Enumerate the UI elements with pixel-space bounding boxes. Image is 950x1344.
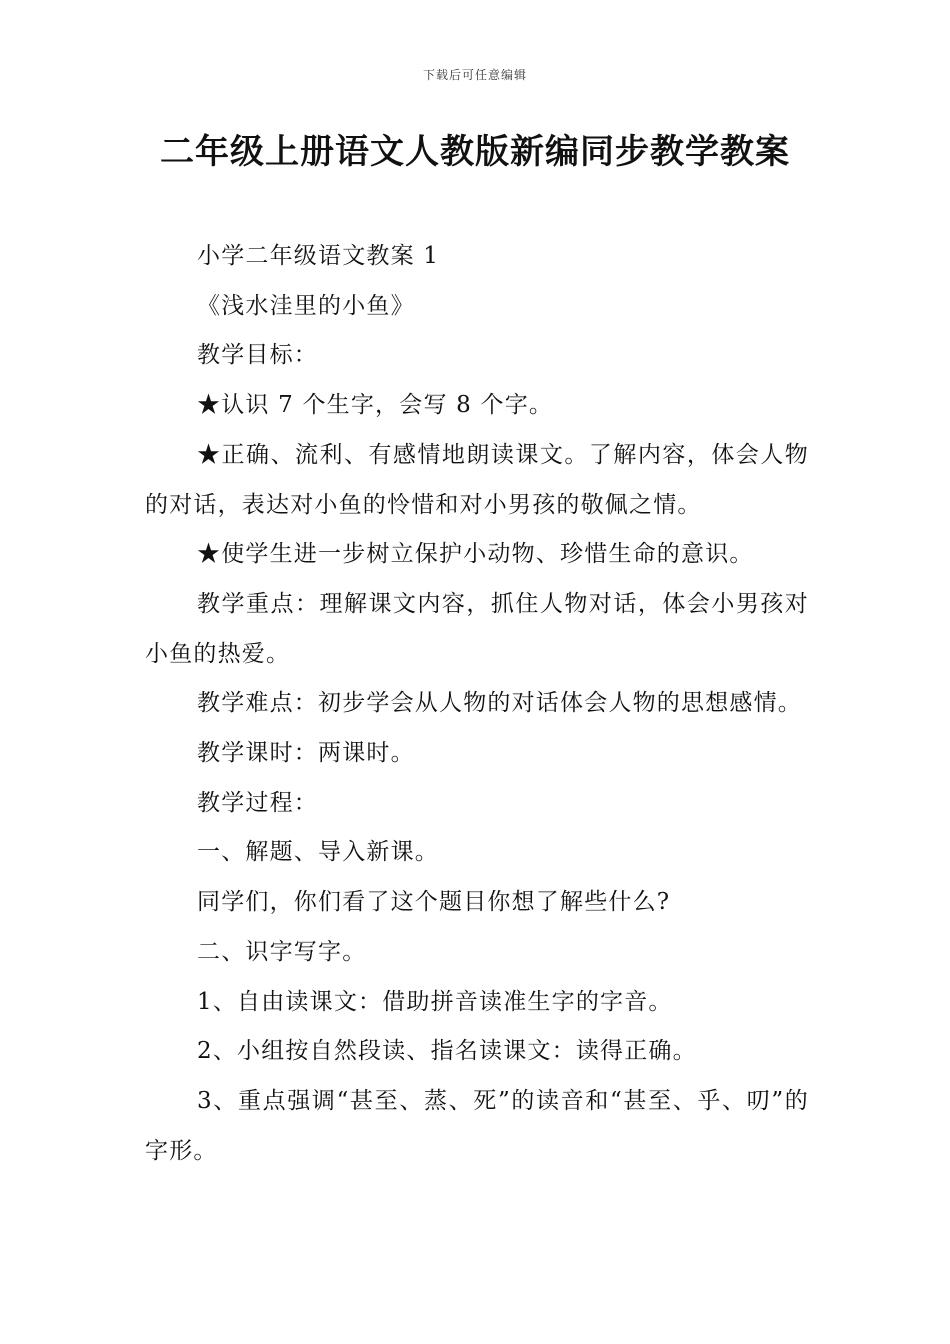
paragraph-difficulties: 教学难点：初步学会从人物的对话体会人物的思想感情。 — [197, 690, 802, 717]
paragraph-step-2-item-1: 1、自由读课文：借助拼音读准生字的字音。 — [197, 988, 673, 1015]
paragraph-key-points: 教学重点：理解课文内容，抓住人物对话，体会小男孩对小鱼的热爱。 — [145, 590, 809, 667]
document-body — [145, 232, 809, 1176]
paragraph-objective-3: ★使学生进一步树立保护小动物、珍惜生命的意识。 — [197, 541, 754, 568]
paragraph-step-2: 二、识字写字。 — [197, 938, 367, 965]
paragraph-step-1-text: 同学们，你们看了这个题目你想了解些什么? — [197, 889, 671, 916]
paragraph-objective-1: ★认识 7 个生字，会写 8 个字。 — [197, 392, 554, 419]
paragraph-step-2-item-2: 2、小组按自然段读、指名读课文：读得正确。 — [197, 1038, 697, 1065]
paragraph-objective-2: ★正确、流利、有感情地朗读课文。了解内容，体会人物的对话，表达对小鱼的怜惜和对小男孩的敬佩之情。 — [145, 441, 809, 518]
header-note: 下载后可任意编辑 — [422, 68, 527, 82]
paragraph-step-1: 一、解题、导入新课。 — [197, 839, 439, 866]
paragraph-lesson-title: 《浅水洼里的小鱼》 — [197, 292, 415, 319]
paragraph-process-heading: 教学过程： — [197, 789, 318, 816]
paragraph-lesson-heading: 小学二年级语文教案 1 — [197, 243, 440, 269]
paragraph-class-hours: 教学课时：两课时。 — [197, 740, 415, 767]
paragraph-step-2-item-3: 3、重点强调“甚至、蒸、死”的读音和“甚至、乎、叨”的字形。 — [145, 1087, 809, 1164]
document-title: 二年级上册语文人教版新编同步教学教案 — [160, 132, 790, 172]
paragraph-objectives-heading: 教学目标： — [197, 342, 318, 369]
